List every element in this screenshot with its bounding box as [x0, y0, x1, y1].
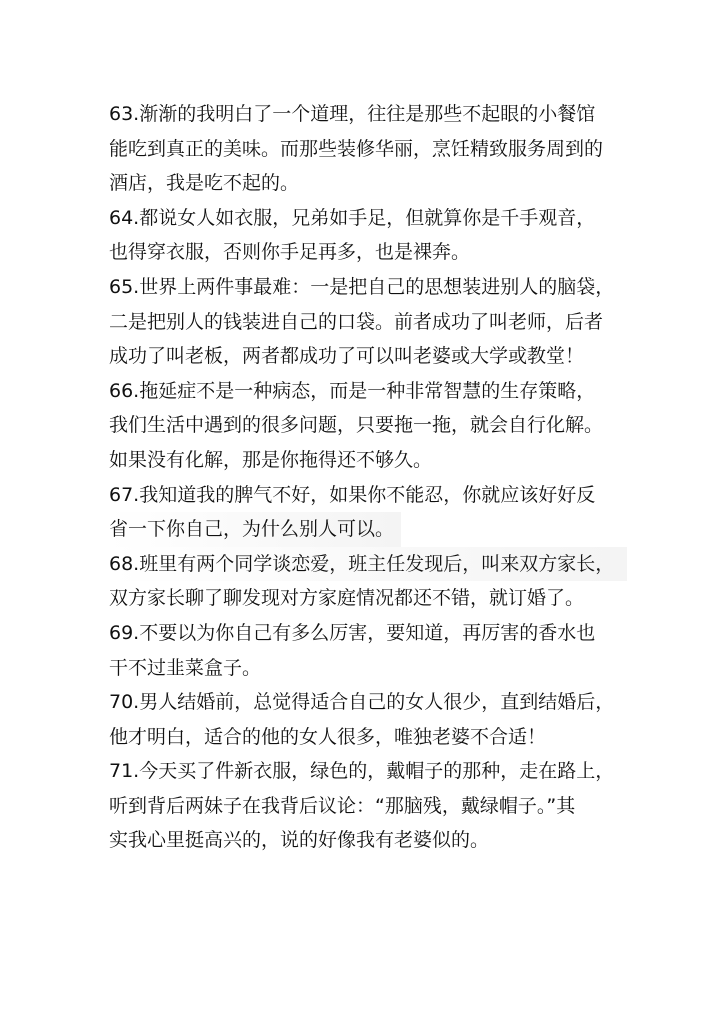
text-line-65c: 成功了叫老板，两者都成功了可以叫老婆或大学或教堂！ [109, 345, 585, 368]
document-body [109, 97, 629, 858]
text-line-64b: 也得穿衣服，否则你手足再多，也是裸奔。 [109, 241, 471, 264]
text-line-64a: 64.都说女人如衣服，兄弟如手足，但就算你是千手观音， [109, 206, 596, 229]
text-line-71c: 实我心里挺高兴的，说的好像我有老婆似的。 [109, 829, 490, 852]
text-line-66c: 如果没有化解，那是你拖得还不够久。 [109, 448, 433, 471]
text-line-63c: 酒店，我是吃不起的。 [109, 172, 300, 195]
text-line-63a: 63.渐渐的我明白了一个道理，往往是那些不起眼的小餐馆 [109, 103, 596, 125]
text-line-68b: 双方家长聊了聊发现对方家庭情况都还不错，就订婚了。 [109, 587, 585, 610]
text-line-65b: 二是把别人的钱装进自己的口袋。前者成功了叫老师，后者 [109, 310, 604, 333]
text-line-65a: 65.世界上两件事最难：一是把自己的思想装进别人的脑袋， [109, 275, 615, 298]
text-line-71b: 听到背后两妹子在我背后议论：“那脑残，戴绿帽子。”其 [109, 794, 576, 817]
text-line-69b: 干不过韭菜盒子。 [109, 656, 262, 679]
text-line-66a: 66.拖延症不是一种病态，而是一种非常智慧的生存策略， [109, 379, 596, 402]
text-line-71a: 71.今天买了件新衣服，绿色的，戴帽子的那种，走在路上， [109, 760, 615, 783]
text-line-66b: 我们生活中遇到的很多问题，只要拖一拖，就会自行化解。 [109, 414, 604, 437]
text-line-67b: 省一下你自己，为什么别人可以。 [109, 512, 401, 547]
text-line-69a: 69.不要以为你自己有多么厉害，要知道，再厉害的香水也 [109, 621, 596, 644]
text-line-70b: 他才明白，适合的他的女人很多，唯独老婆不合适！ [109, 725, 547, 748]
text-line-67a: 67.我知道我的脾气不好，如果你不能忍，你就应该好好反 [109, 483, 596, 506]
text-line-63b: 能吃到真正的美味。而那些装修华丽，烹饪精致服务周到的 [109, 137, 604, 160]
text-line-68a: 68.班里有两个同学谈恋爱，班主任发现后，叫来双方家长， [109, 547, 627, 582]
text-line-70a: 70.男人结婚前，总觉得适合自己的女人很少，直到结婚后， [109, 691, 615, 714]
